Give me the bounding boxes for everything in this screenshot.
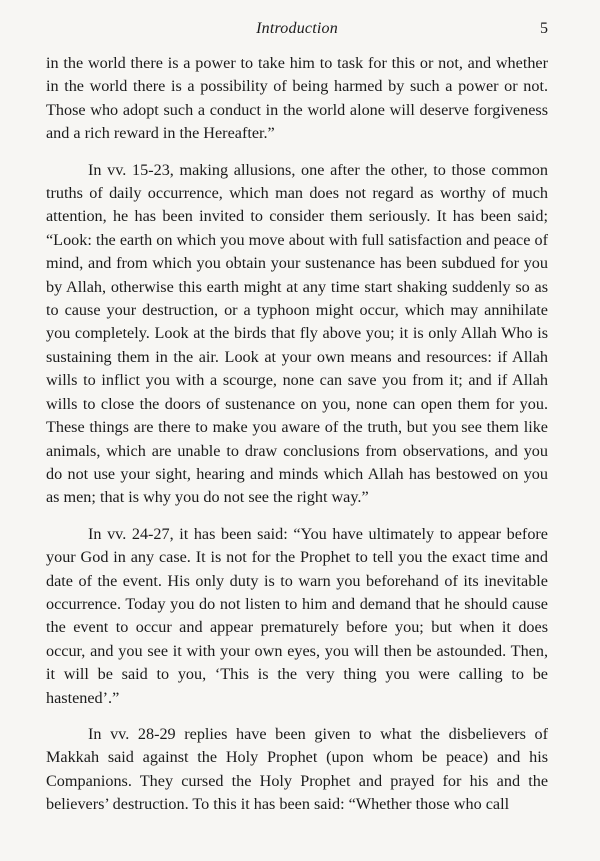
paragraph-vv-15-23: In vv. 15-23, making allusions, one after the other, to those common truths of daily occurrence, which man does not regard as worthy of much attention, he has been invited to consider them seriously. It has been said; “Look: the earth on which you move about with full satisfaction and peace of mind, and from which you obtain your sustenance has been subdued for you by Allah, otherwise this earth might at any time start shaking suddenly so as to cause your destruction, or a typhoon might occur, which may annihilate you completely. Look at the birds that fly above you; it is only Allah Who is sustaining them in the air. Look at your own means and resources: if Allah wills to inflict you with a scourge, none can save you from it; and if Allah wills to close the doors of sustenance on you, none can open them for you. These things are there to make you aware of the truth, but you see them like animals, which are unable to draw conclusions from observations, and you do not use your sight, hearing and minds which Allah has bestowed on you as men; that is why you do not see the right way.”	[46, 160, 548, 507]
paragraph-vv-24-27: In vv. 24-27, it has been said: “You have ultimately to appear before your God in any case. It is not for the Prophet to tell you the exact time and date of the event. His only duty is to warn you beforehand of its inevitable occurrence. Today you do not listen to him and demand that he should cause the event to occur and appear prematurely before you; but when it does occur, and you see it with your own eyes, you will then be astounded. Then, it will be said to you, ‘This is the very thing you were calling to be hastened’.”	[46, 524, 548, 707]
body-text	[46, 52, 548, 817]
running-header	[46, 20, 548, 46]
page-number: 5	[540, 20, 548, 37]
running-title: Introduction	[256, 20, 338, 37]
paragraph-vv-28-29: In vv. 28-29 replies have been given to what the disbelievers of Makkah said against the Holy Prophet (upon whom be peace) and his Companions. They cursed the Holy Prophet and prayed for his and the believers’ destruction. To this it has been said: “Whether those who call	[46, 724, 548, 814]
paragraph-continued: in the world there is a power to take him to task for this or not, and whether in the world there is a possibility of being harmed by such a power or not. Those who adopt such a conduct in the world alone will deserve forgiveness and a rich reward in the Hereafter.”	[46, 54, 548, 143]
